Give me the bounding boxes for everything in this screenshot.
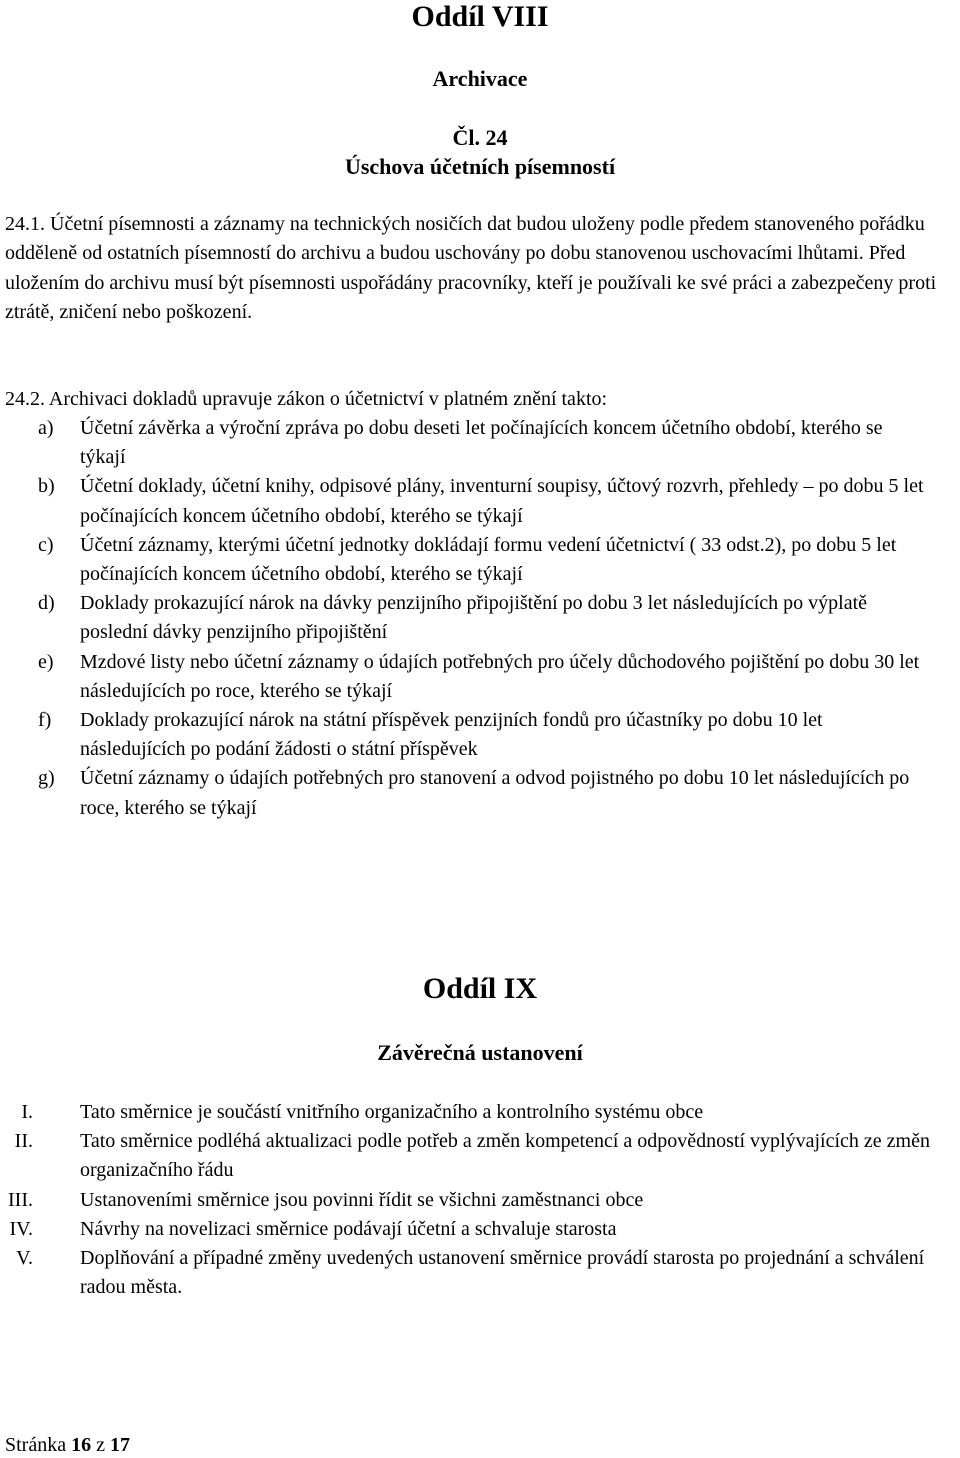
- current-page-number: 16: [71, 1434, 92, 1456]
- final-provisions-list: [0, 1098, 960, 1302]
- list-marker: g): [38, 767, 55, 790]
- list-item: [0, 531, 930, 589]
- list-marker: f): [38, 709, 52, 732]
- list-item-text: Doklady prokazující nárok na dávky penzijního připojištění po dobu 3 let následujících po výplatě poslední dávky penzijního připojištění: [80, 592, 868, 644]
- list-item-text: Doplňování a případné změny uvedených ustanovení směrnice provádí starosta po projednání a schválení radou města.: [80, 1247, 925, 1299]
- page-of-label: z: [96, 1434, 105, 1456]
- list-item-text: Účetní závěrka a výroční zpráva po dobu deseti let počínajících koncem účetního období, kterého se týkají: [80, 417, 883, 469]
- list-item: [0, 706, 930, 764]
- paragraph-number: 24.2.: [5, 388, 45, 410]
- section-8-title: Oddíl VIII: [411, 0, 549, 33]
- paragraph-text: Archivaci dokladů upravuje zákon o účetnictví v platném znění takto:: [48, 388, 608, 410]
- article-number: Čl. 24: [452, 125, 508, 150]
- archive-periods-list: [0, 414, 960, 823]
- section-9-title: Oddíl IX: [422, 972, 538, 1005]
- list-marker: V.: [16, 1247, 33, 1270]
- list-item: [0, 1127, 930, 1185]
- list-item: [0, 1215, 930, 1244]
- list-marker: b): [38, 475, 55, 498]
- total-pages-number: 17: [109, 1434, 130, 1456]
- list-marker: III.: [8, 1188, 33, 1211]
- list-item-text: Tato směrnice podléhá aktualizaci podle potřeb a změn kompetencí a odpovědností vyplývajících ze změn organizačního řádu: [80, 1130, 930, 1182]
- paragraph-24-2: [5, 385, 955, 414]
- paragraph-number: 24.1.: [5, 213, 45, 235]
- list-item-text: Tato směrnice je součástí vnitřního organizačního a kontrolního systému obce: [80, 1101, 704, 1123]
- list-marker: I.: [21, 1101, 33, 1123]
- list-item: [0, 472, 930, 530]
- list-item: [0, 648, 930, 706]
- list-item: [0, 1098, 930, 1127]
- section-9-subtitle: Závěrečná ustanovení: [377, 1040, 583, 1065]
- list-marker: c): [38, 533, 54, 556]
- section-8-subtitle: Archivace: [432, 66, 528, 91]
- paragraph-text: Účetní písemnosti a záznamy na technických nosičích dat budou uloženy podle předem stanoveného pořádku odděleně od ostatních písemností do archivu a budou uschovány po dobu stanovenou uschovacími lhůtami. Před uložením do archivu musí být písemnosti uspořádány pracovníky, kteří je používali ke své práci a zabezpečeny proti ztrátě, zničení nebo poškození.: [5, 213, 937, 324]
- list-item-text: Doklady prokazující nárok na státní příspěvek penzijních fondů pro účastníky po dobu 10 let následujících po podání žádosti o státní příspěvek: [80, 709, 823, 761]
- list-item: [0, 589, 930, 647]
- list-item-text: Účetní doklady, účetní knihy, odpisové plány, inventurní soupisy, účtový rozvrh, přehledy – po dobu 5 let počínajících koncem účetního období, kterého se týkají: [80, 475, 924, 527]
- list-item-text: Mzdové listy nebo účetní záznamy o údajích potřebných pro účely důchodového pojištění po dobu 30 let následujících po roce, kterého se týkají: [80, 650, 920, 702]
- list-item: [0, 764, 930, 822]
- list-marker: IV.: [9, 1217, 33, 1240]
- list-marker: II.: [14, 1130, 33, 1153]
- list-item-text: Účetní záznamy, kterými účetní jednotky dokládají formu vedení účetnictví ( 33 odst.2), po dobu 5 let počínajících koncem účetního období, kterého se týkají: [80, 533, 897, 586]
- list-marker: e): [38, 650, 54, 673]
- list-item-text: Návrhy na novelizaci směrnice podávají účetní a schvaluje starosta: [80, 1217, 617, 1240]
- list-item-text: Účetní záznamy o údajích potřebných pro stanovení a odvod pojistného po dobu 10 let následujících po roce, kterého se týkají: [80, 767, 910, 819]
- list-marker: a): [38, 417, 54, 439]
- article-title: Úschova účetních písemností: [344, 154, 616, 179]
- page-label: Stránka: [5, 1434, 67, 1456]
- paragraph-24-1: [5, 210, 955, 328]
- list-item: [0, 1186, 930, 1215]
- list-item-text: Ustanoveními směrnice jsou povinni řídit se všichni zaměstnanci obce: [80, 1188, 644, 1211]
- page-footer: [5, 1433, 130, 1457]
- list-item: [0, 414, 930, 472]
- list-item: [0, 1244, 930, 1302]
- list-marker: d): [38, 592, 55, 615]
